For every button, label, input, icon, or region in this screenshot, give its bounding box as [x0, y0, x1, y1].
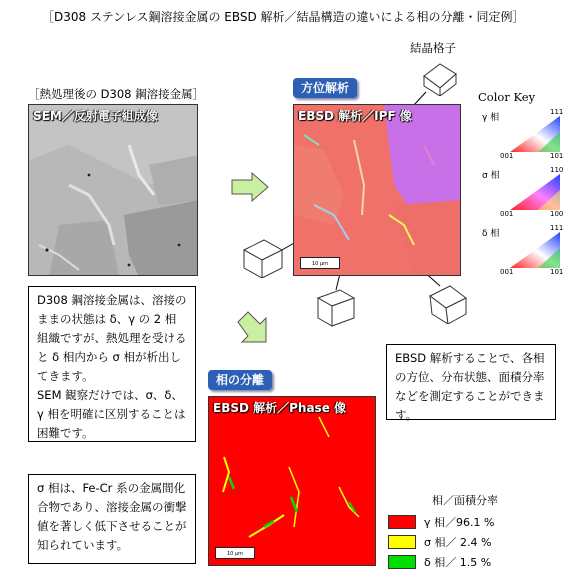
color-key-item: [480, 166, 566, 224]
color-key-symbol: σ 相: [482, 171, 500, 181]
legend-item: [388, 552, 494, 572]
phase-separation-badge: 相の分離: [208, 370, 272, 390]
legend-item: [388, 512, 494, 532]
color-key: [480, 108, 566, 282]
color-key-symbol: γ 相: [482, 113, 500, 123]
ebsd-description-box: [386, 344, 556, 420]
ipf-image-panel: [293, 104, 461, 276]
legend-item: [388, 532, 494, 552]
phase-map: [209, 397, 376, 566]
area-fraction-legend: [388, 512, 494, 572]
page-title: ［D308 ステンレス鋼溶接金属の EBSD 解析／結晶構造の違いによる相の分離・同定例］: [42, 10, 525, 24]
color-key-symbol: δ 相: [482, 229, 500, 239]
sigma-description-box: [28, 474, 196, 564]
phase-scale-bar: 10 μm: [215, 547, 255, 559]
ipf-map: [294, 105, 461, 276]
color-key-corner: 110: [550, 166, 564, 174]
color-key-title: Color Key: [478, 90, 536, 104]
color-key-corner: 101: [550, 152, 564, 160]
crystal-lattice-label: 結晶格子: [410, 41, 456, 55]
ipf-triangle-icon: [508, 114, 562, 154]
legend-label: δ 相／ 1.5 %: [424, 556, 492, 569]
d308-description-box: [28, 286, 196, 442]
ipf-scale-bar: 10 μm: [300, 257, 340, 269]
legend-swatch-gamma: [388, 515, 416, 529]
color-key-corner: 001: [500, 152, 514, 160]
d308-description-text: D308 鋼溶接金属は、溶接のままの状態は δ、γ の 2 相組織ですが、熱処理を受けると δ 相内から σ 相が析出してきます。: [37, 293, 187, 383]
color-key-item: [480, 224, 566, 282]
phase-image-panel: [208, 396, 376, 566]
color-key-corner: 001: [500, 210, 514, 218]
down-right-arrow-icon: [234, 310, 270, 346]
area-fraction-title: 相／面積分率: [432, 494, 498, 507]
ipf-triangle-icon: [508, 230, 562, 270]
ebsd-description-text: EBSD 解析することで、各相の方位、分布状態、面積分率などを測定することができます。: [395, 351, 545, 422]
phase-panel-label: EBSD 解析／Phase 像: [213, 401, 347, 415]
sample-subtitle: ［熱処理後の D308 鋼溶接金属］: [28, 87, 205, 101]
sigma-description-text: σ 相は、Fe-Cr 系の金属間化合物であり、溶接金属の衝撃値を著しく低下させることが知られています。: [37, 481, 187, 552]
color-key-corner: 111: [550, 108, 564, 116]
ipf-panel-label: EBSD 解析／IPF 像: [298, 109, 412, 123]
sem-limitation-text: SEM 観察だけでは、σ、δ、γ 相を明確に区別することは困難です。: [37, 388, 186, 440]
color-key-item: [480, 108, 566, 166]
ipf-triangle-icon: [508, 172, 562, 212]
color-key-corner: 101: [550, 268, 564, 276]
sem-panel-label: SEM／反射電子組成像: [33, 109, 158, 123]
legend-label: σ 相／ 2.4 %: [424, 536, 492, 549]
orientation-analysis-badge: 方位解析: [293, 78, 357, 98]
legend-label: γ 相／96.1 %: [424, 516, 495, 529]
right-arrow-icon: [230, 172, 270, 202]
color-key-corner: 111: [550, 224, 564, 232]
legend-swatch-delta: [388, 555, 416, 569]
color-key-corner: 100: [550, 210, 564, 218]
color-key-corner: 001: [500, 268, 514, 276]
legend-swatch-sigma: [388, 535, 416, 549]
